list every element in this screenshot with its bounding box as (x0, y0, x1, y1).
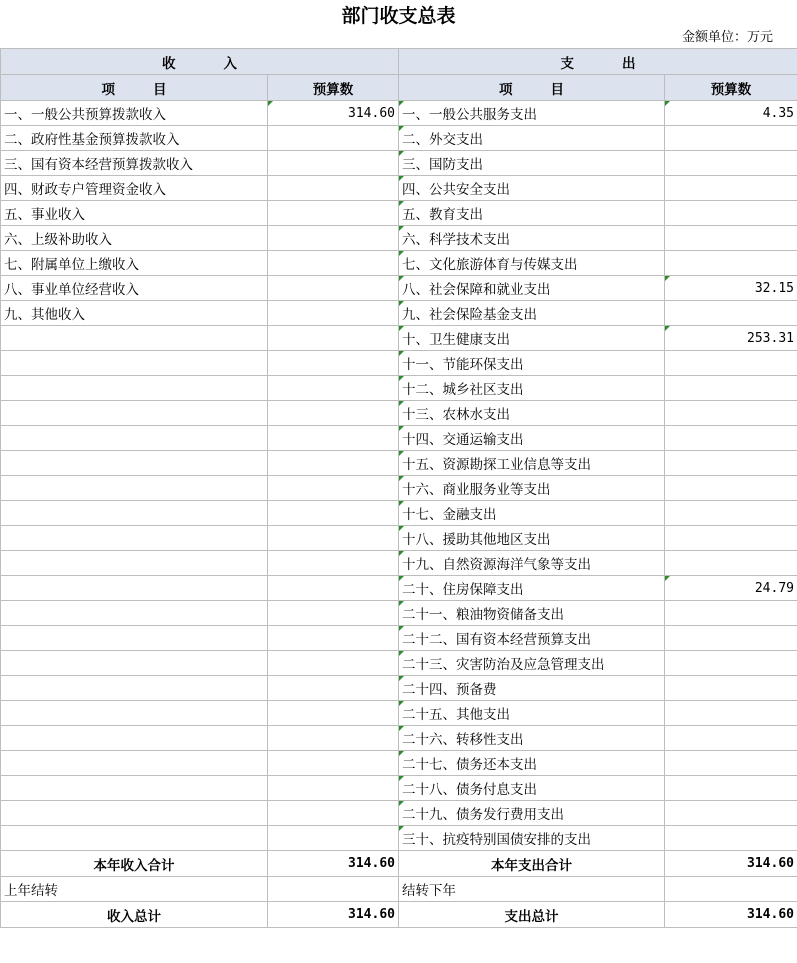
table-row (1, 651, 797, 676)
income-item-cell (1, 451, 268, 476)
cell-marker-icon (399, 576, 404, 581)
amount-unit-label: 金额单位：万元 (681, 30, 773, 45)
expense-item-cell: 十四、交通运输支出 (399, 426, 665, 451)
income-budget-cell (268, 826, 399, 851)
cell-marker-icon (399, 501, 404, 506)
carry-out-value (665, 877, 797, 902)
expense-budget-cell (665, 526, 797, 551)
income-budget-cell: 314.60 (268, 101, 399, 126)
income-budget-cell (268, 476, 399, 501)
expense-item-cell: 二十四、预备费 (399, 676, 665, 701)
table-row (1, 151, 797, 176)
cell-marker-icon (399, 326, 404, 331)
expense-budget-cell (665, 376, 797, 401)
table-row (1, 251, 797, 276)
expense-item-cell: 三、国防支出 (399, 151, 665, 176)
table-row (1, 576, 797, 601)
income-item-cell (1, 426, 268, 451)
income-budget-cell (268, 551, 399, 576)
income-item-cell: 一、一般公共预算拨款收入 (1, 101, 268, 126)
grand-expense-total-value: 314.60 (665, 902, 797, 928)
year-expense-total-value: 314.60 (665, 851, 797, 877)
expense-item-cell: 二十九、债务发行费用支出 (399, 801, 665, 826)
income-item-cell (1, 751, 268, 776)
expense-budget-cell (665, 551, 797, 576)
income-budget-cell (268, 326, 399, 351)
expense-budget-cell (665, 451, 797, 476)
expense-item-cell: 十七、金融支出 (399, 501, 665, 526)
table-row (1, 301, 797, 326)
income-item-cell: 六、上级补助收入 (1, 226, 268, 251)
income-budget-cell (268, 426, 399, 451)
expense-budget-cell (665, 501, 797, 526)
income-budget-cell (268, 801, 399, 826)
income-item-cell (1, 676, 268, 701)
expense-item-cell: 八、社会保障和就业支出 (399, 276, 665, 301)
income-budget-cell (268, 126, 399, 151)
cell-marker-icon (399, 226, 404, 231)
column-header-row (1, 75, 797, 101)
year-total-row (1, 851, 797, 877)
expense-item-cell: 十九、自然资源海洋气象等支出 (399, 551, 665, 576)
expense-item-cell: 二十七、债务还本支出 (399, 751, 665, 776)
expense-budget-cell (665, 701, 797, 726)
income-item-cell (1, 701, 268, 726)
cell-marker-icon (399, 401, 404, 406)
income-budget-cell (268, 351, 399, 376)
income-budget-cell (268, 576, 399, 601)
table-row (1, 276, 797, 301)
expense-item-cell: 二十六、转移性支出 (399, 726, 665, 751)
cell-marker-icon (399, 801, 404, 806)
expense-item-cell: 十六、商业服务业等支出 (399, 476, 665, 501)
table-row (1, 326, 797, 351)
income-item-cell (1, 401, 268, 426)
year-income-total-value: 314.60 (268, 851, 399, 877)
table-row (1, 701, 797, 726)
cell-marker-icon (399, 551, 404, 556)
income-budget-cell (268, 301, 399, 326)
section-header-row (1, 49, 797, 75)
table-row (1, 551, 797, 576)
income-item-cell (1, 576, 268, 601)
income-item-cell: 三、国有资本经营预算拨款收入 (1, 151, 268, 176)
cell-marker-icon (399, 276, 404, 281)
income-budget-cell (268, 501, 399, 526)
expense-item-cell: 七、文化旅游体育与传媒支出 (399, 251, 665, 276)
cell-marker-icon (665, 101, 670, 106)
income-item-cell (1, 601, 268, 626)
expense-item-cell: 十一、节能环保支出 (399, 351, 665, 376)
income-item-header: 项 目 (1, 75, 268, 101)
expense-budget-cell (665, 151, 797, 176)
expense-item-cell: 四、公共安全支出 (399, 176, 665, 201)
income-budget-cell (268, 251, 399, 276)
expense-budget-cell (665, 476, 797, 501)
cell-marker-icon (399, 726, 404, 731)
income-budget-cell (268, 151, 399, 176)
expense-item-cell: 三十、抗疫特别国债安排的支出 (399, 826, 665, 851)
income-item-cell (1, 726, 268, 751)
expense-budget-cell (665, 201, 797, 226)
expense-budget-cell (665, 126, 797, 151)
expense-budget-cell (665, 826, 797, 851)
cell-marker-icon (399, 351, 404, 356)
cell-marker-icon (399, 426, 404, 431)
expense-budget-cell (665, 401, 797, 426)
carry-in-label: 上年结转 (1, 877, 268, 902)
income-item-cell (1, 376, 268, 401)
expense-budget-cell (665, 801, 797, 826)
expense-item-cell: 二十一、粮油物资储备支出 (399, 601, 665, 626)
table-row (1, 401, 797, 426)
income-budget-cell (268, 776, 399, 801)
income-budget-cell (268, 726, 399, 751)
cell-marker-icon (399, 176, 404, 181)
expense-budget-header: 预算数 (665, 75, 797, 101)
income-section-header: 收 入 (1, 49, 399, 75)
table-row (1, 526, 797, 551)
expense-item-cell: 十五、资源勘探工业信息等支出 (399, 451, 665, 476)
cell-marker-icon (399, 476, 404, 481)
carry-out-label: 结转下年 (399, 877, 665, 902)
table-row (1, 101, 797, 126)
table-row (1, 601, 797, 626)
cell-marker-icon (399, 626, 404, 631)
cell-marker-icon (399, 201, 404, 206)
table-row (1, 176, 797, 201)
table-row (1, 726, 797, 751)
income-budget-cell (268, 626, 399, 651)
expense-item-cell: 六、科学技术支出 (399, 226, 665, 251)
expense-budget-cell: 32.15 (665, 276, 797, 301)
year-income-total-label: 本年收入合计 (1, 851, 268, 877)
table-row (1, 776, 797, 801)
expense-budget-cell: 4.35 (665, 101, 797, 126)
expense-item-cell: 九、社会保险基金支出 (399, 301, 665, 326)
cell-marker-icon (399, 126, 404, 131)
expense-budget-cell: 253.31 (665, 326, 797, 351)
expense-item-cell: 二十八、债务付息支出 (399, 776, 665, 801)
income-item-cell: 四、财政专户管理资金收入 (1, 176, 268, 201)
expense-item-header: 项 目 (399, 75, 665, 101)
cell-marker-icon (399, 751, 404, 756)
income-item-cell (1, 626, 268, 651)
income-budget-cell (268, 451, 399, 476)
grand-total-row (1, 902, 797, 928)
cell-marker-icon (399, 451, 404, 456)
grand-expense-total-label: 支出总计 (399, 902, 665, 928)
income-item-cell (1, 351, 268, 376)
income-item-cell (1, 801, 268, 826)
table-row (1, 451, 797, 476)
expense-item-cell: 一、一般公共服务支出 (399, 101, 665, 126)
table-row (1, 501, 797, 526)
income-item-cell (1, 526, 268, 551)
cell-marker-icon (399, 701, 404, 706)
income-item-cell: 五、事业收入 (1, 201, 268, 226)
income-expense-table (0, 48, 797, 928)
table-row (1, 826, 797, 851)
expense-budget-cell (665, 626, 797, 651)
table-row (1, 676, 797, 701)
cell-marker-icon (665, 276, 670, 281)
expense-budget-cell (665, 751, 797, 776)
income-item-cell: 八、事业单位经营收入 (1, 276, 268, 301)
income-item-cell (1, 551, 268, 576)
expense-budget-cell (665, 726, 797, 751)
grand-income-total-value: 314.60 (268, 902, 399, 928)
table-row (1, 351, 797, 376)
income-budget-cell (268, 176, 399, 201)
income-item-cell: 二、政府性基金预算拨款收入 (1, 126, 268, 151)
income-budget-header: 预算数 (268, 75, 399, 101)
expense-budget-cell (665, 351, 797, 376)
table-row (1, 126, 797, 151)
page-title: 部门收支总表 (341, 5, 456, 27)
cell-marker-icon (399, 826, 404, 831)
expense-budget-cell (665, 776, 797, 801)
expense-budget-cell (665, 176, 797, 201)
income-item-cell: 九、其他收入 (1, 301, 268, 326)
income-budget-cell (268, 276, 399, 301)
expense-item-cell: 十二、城乡社区支出 (399, 376, 665, 401)
income-budget-cell (268, 201, 399, 226)
expense-budget-cell (665, 651, 797, 676)
expense-budget-cell (665, 601, 797, 626)
income-budget-cell (268, 526, 399, 551)
table-row (1, 751, 797, 776)
cell-marker-icon (399, 526, 404, 531)
income-item-cell (1, 501, 268, 526)
expense-section-header: 支 出 (399, 49, 797, 75)
expense-item-cell: 二、外交支出 (399, 126, 665, 151)
expense-budget-cell (665, 426, 797, 451)
expense-item-cell: 十八、援助其他地区支出 (399, 526, 665, 551)
income-item-cell (1, 476, 268, 501)
cell-marker-icon (399, 251, 404, 256)
cell-marker-icon (665, 326, 670, 331)
cell-marker-icon (399, 676, 404, 681)
table-row (1, 476, 797, 501)
carry-over-row (1, 877, 797, 902)
carry-in-value (268, 877, 399, 902)
expense-item-cell: 二十五、其他支出 (399, 701, 665, 726)
expense-item-cell: 五、教育支出 (399, 201, 665, 226)
expense-budget-cell (665, 301, 797, 326)
income-budget-cell (268, 226, 399, 251)
income-budget-cell (268, 601, 399, 626)
income-budget-cell (268, 651, 399, 676)
income-budget-cell (268, 701, 399, 726)
income-item-cell (1, 826, 268, 851)
income-budget-cell (268, 401, 399, 426)
table-row (1, 626, 797, 651)
income-item-cell (1, 326, 268, 351)
table-row (1, 376, 797, 401)
expense-budget-cell (665, 676, 797, 701)
income-item-cell: 七、附属单位上缴收入 (1, 251, 268, 276)
income-budget-cell (268, 376, 399, 401)
expense-item-cell: 十、卫生健康支出 (399, 326, 665, 351)
income-item-cell (1, 651, 268, 676)
cell-marker-icon (399, 651, 404, 656)
expense-budget-cell: 24.79 (665, 576, 797, 601)
expense-item-cell: 二十三、灾害防治及应急管理支出 (399, 651, 665, 676)
table-row (1, 426, 797, 451)
cell-marker-icon (399, 601, 404, 606)
table-row (1, 226, 797, 251)
expense-item-cell: 二十、住房保障支出 (399, 576, 665, 601)
cell-marker-icon (399, 101, 404, 106)
income-item-cell (1, 776, 268, 801)
cell-marker-icon (268, 101, 273, 106)
table-row (1, 801, 797, 826)
cell-marker-icon (399, 151, 404, 156)
cell-marker-icon (665, 576, 670, 581)
year-expense-total-label: 本年支出合计 (399, 851, 665, 877)
income-budget-cell (268, 751, 399, 776)
cell-marker-icon (399, 776, 404, 781)
expense-item-cell: 二十二、国有资本经营预算支出 (399, 626, 665, 651)
grand-income-total-label: 收入总计 (1, 902, 268, 928)
table-row (1, 201, 797, 226)
cell-marker-icon (399, 376, 404, 381)
expense-budget-cell (665, 226, 797, 251)
cell-marker-icon (399, 301, 404, 306)
expense-budget-cell (665, 251, 797, 276)
income-budget-cell (268, 676, 399, 701)
expense-item-cell: 十三、农林水支出 (399, 401, 665, 426)
